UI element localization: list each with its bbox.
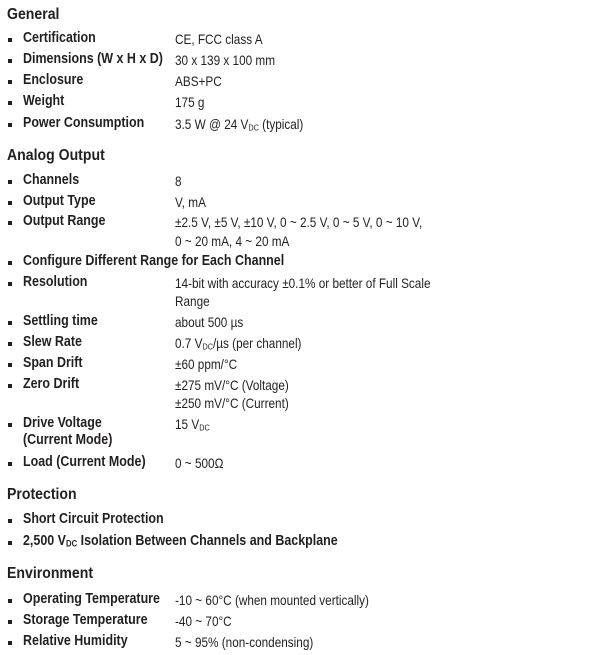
spec-value-drive-voltage: 15 $V_{DC}$	[175, 416, 210, 433]
bullet	[8, 180, 12, 184]
bullet	[8, 342, 12, 346]
spec-label-power-consumption: Power Consumption	[23, 115, 145, 131]
bullet	[8, 59, 12, 63]
bullet	[8, 80, 12, 84]
spec-value-dimensions: 30 x 139 x 100 mm	[175, 52, 276, 68]
spec-label-enclosure: Enclosure	[23, 72, 84, 88]
spec-label-resolution: Resolution	[23, 274, 88, 290]
spec-label-relative-humidity: Relative Humidity	[23, 633, 128, 649]
spec-label-certification: Certification	[23, 30, 96, 46]
spec-value-output-range-line2: 0 ~ 20 mA, 4 ~ 20 mA	[175, 233, 290, 249]
spec-value-certification: CE, FCC class A	[175, 31, 263, 47]
spec-label-isolation: 2,500 $V_{DC}$ Isolation Between Channels and Backplane	[23, 533, 338, 549]
bullet	[8, 620, 12, 624]
bullet	[8, 38, 12, 42]
bullet	[8, 363, 12, 367]
bullet	[8, 599, 12, 603]
spec-value-resolution-line2: Range	[175, 293, 210, 309]
spec-value-power-consumption: 3.5 W @ 24 $V_{DC}$ (typical)	[175, 116, 304, 133]
bullet	[8, 101, 12, 105]
section-heading-general: General	[7, 6, 60, 23]
spec-value-operating-temperature: -10 ~ 60°C (when mounted vertically)	[175, 592, 369, 608]
section-heading-environment: Environment	[7, 565, 94, 582]
bullet	[8, 123, 12, 127]
spec-label-output-range: Output Range	[23, 213, 106, 229]
bullet	[8, 462, 12, 466]
bullet	[8, 423, 12, 427]
spec-value-relative-humidity: 5 ~ 95% (non-condensing)	[175, 634, 314, 650]
section-heading-analog-output: Analog Output	[7, 147, 105, 164]
bullet	[8, 641, 12, 645]
bullet	[8, 282, 12, 286]
spec-value-output-range-line1: ±2.5 V, ±5 V, ±10 V, 0 ~ 2.5 V, 0 ~ 5 V, 0 ~ 10 V,	[175, 214, 423, 230]
spec-value-weight: 175 g	[175, 94, 205, 110]
spec-label-channels: Channels	[23, 172, 80, 188]
spec-label-slew-rate: Slew Rate	[23, 334, 82, 350]
spec-value-load: 0 ~ 500Ω	[175, 455, 224, 471]
spec-label-load: Load (Current Mode)	[23, 454, 146, 470]
bullet	[8, 221, 12, 225]
spec-label-short-circuit: Short Circuit Protection	[23, 511, 164, 527]
spec-label-settling-time: Settling time	[23, 313, 98, 329]
bullet	[8, 384, 12, 388]
spec-label-dimensions: Dimensions (W x H x D)	[23, 51, 163, 67]
bullet	[8, 261, 12, 265]
spec-value-output-type: V, mA	[175, 194, 206, 210]
spec-label-span-drift: Span Drift	[23, 355, 83, 371]
spec-label-drive-voltage-line1: Drive Voltage	[23, 415, 102, 431]
spec-label-weight: Weight	[23, 93, 65, 109]
spec-label-configure-range: Configure Different Range for Each Channel	[23, 253, 285, 269]
spec-value-zero-drift-line2: ±250 mV/°C (Current)	[175, 395, 289, 411]
bullet	[8, 519, 12, 523]
spec-value-storage-temperature: -40 ~ 70°C	[175, 613, 232, 629]
spec-value-zero-drift-line1: ±275 mV/°C (Voltage)	[175, 377, 289, 393]
spec-label-zero-drift: Zero Drift	[23, 376, 80, 392]
bullet	[8, 201, 12, 205]
spec-label-operating-temperature: Operating Temperature	[23, 591, 160, 607]
spec-value-settling-time: about 500 µs	[175, 314, 244, 330]
spec-label-drive-voltage-line2: (Current Mode)	[23, 432, 113, 448]
spec-label-output-type: Output Type	[23, 193, 96, 209]
spec-value-enclosure: ABS+PC	[175, 73, 222, 89]
bullet	[8, 541, 12, 545]
section-heading-protection: Protection	[7, 486, 77, 503]
spec-label-storage-temperature: Storage Temperature	[23, 612, 148, 628]
spec-value-channels: 8	[175, 173, 182, 189]
spec-value-resolution-line1: 14-bit with accuracy ±0.1% or better of Full Scale	[175, 275, 431, 291]
bullet	[8, 321, 12, 325]
spec-value-slew-rate: 0.7 $V_{DC}/\mu s$ (per channel)	[175, 335, 302, 352]
spec-value-span-drift: ±60 ppm/°C	[175, 356, 238, 372]
